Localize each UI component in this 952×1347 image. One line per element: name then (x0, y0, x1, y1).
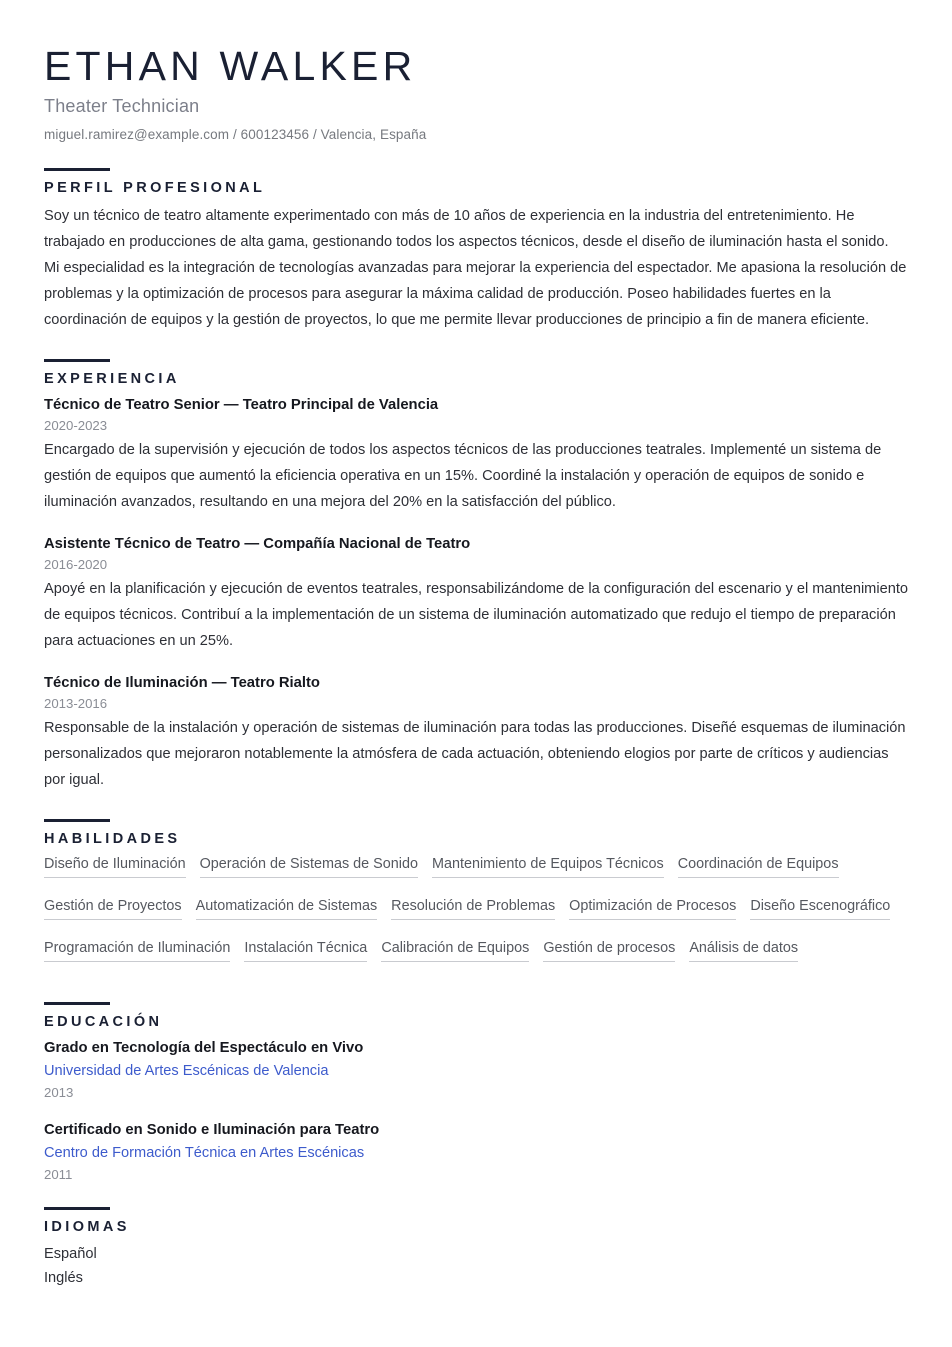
section-title-profile: PERFIL PROFESIONAL (44, 179, 266, 196)
education-year: 2013 (44, 1084, 74, 1100)
section-experience (44, 359, 908, 793)
section-title-experience: EXPERIENCIA (44, 370, 180, 387)
languages-list (44, 1242, 908, 1290)
section-title-skills: HABILIDADES (44, 830, 181, 847)
job-description: Responsable de la instalación y operación de sistemas de iluminación para todas las producciones. Diseñé esquemas de iluminación personalizados que mejoraron notablemente la atmósfera de cada actuación, obteniendo elogios por parte de críticos y audiencias por igual. (44, 719, 906, 788)
job-title: Técnico de Teatro Senior — Teatro Principal de Valencia (44, 396, 439, 413)
skill-item: Programación de Iluminación (44, 938, 230, 962)
language-item: Español (44, 1245, 97, 1262)
section-rule (44, 168, 110, 171)
skill-item: Optimización de Procesos (569, 896, 736, 920)
section-rule (44, 1002, 110, 1005)
job-title: Asistente Técnico de Teatro — Compañía Nacional de Teatro (44, 535, 471, 552)
skill-item: Instalación Técnica (244, 938, 367, 962)
skill-item: Análisis de datos (689, 938, 798, 962)
section-languages (44, 1207, 908, 1290)
education-item (44, 1119, 908, 1185)
job-description: Encargado de la supervisión y ejecución de todos los aspectos técnicos de las producciones teatrales. Implementé un sistema de gestión de equipos que aumentó la eficiencia operativa en un 15%. Coordiné la instalación y operación de equipos de sonido e iluminación avanzados, resultando en una mejora del 20% en la satisfacción del público. (44, 441, 882, 510)
skill-item: Operación de Sistemas de Sonido (200, 854, 418, 878)
skill-item: Calibración de Equipos (381, 938, 529, 962)
education-school-link[interactable]: Centro de Formación Técnica en Artes Escénicas (44, 1144, 365, 1161)
skill-item: Mantenimiento de Equipos Técnicos (432, 854, 664, 878)
section-title-languages: IDIOMAS (44, 1218, 130, 1235)
section-profile (44, 168, 908, 333)
job-date: 2016-2020 (44, 556, 108, 572)
education-school-link[interactable]: Universidad de Artes Escénicas de Valencia (44, 1062, 329, 1079)
candidate-job-title: Theater Technician (44, 95, 200, 116)
section-skills (44, 819, 908, 980)
education-item (44, 1037, 908, 1103)
skill-item: Gestión de Proyectos (44, 896, 182, 920)
experience-item (44, 394, 908, 515)
job-date: 2013-2016 (44, 695, 108, 711)
education-degree: Grado en Tecnología del Espectáculo en Vivo (44, 1039, 364, 1056)
resume-header (44, 44, 908, 142)
skill-item: Diseño de Iluminación (44, 854, 186, 878)
profile-text: Soy un técnico de teatro altamente experimentado con más de 10 años de experiencia en la industria del entretenimiento. He trabajado en producciones de alta gama, gestionando todos los aspectos técnicos, desde el diseño de iluminación hasta el sonido. Mi especialidad es la integración de tecnologías avanzadas para mejorar la experiencia del espectador. Me apasiona la resolución de problemas y la optimización de procesos para asegurar la máxima calidad de producción. Poseo habilidades fuertes en la coordinación de equipos y la gestión de proyectos, lo que me permite llevar producciones de principio a fin de manera eficiente. (44, 207, 907, 328)
experience-item (44, 672, 908, 793)
job-date: 2020-2023 (44, 417, 108, 433)
section-education (44, 1002, 908, 1185)
experience-item (44, 533, 908, 654)
section-rule (44, 819, 110, 822)
job-title: Técnico de Iluminación — Teatro Rialto (44, 674, 320, 691)
skill-item: Resolución de Problemas (391, 896, 555, 920)
skill-item: Gestión de procesos (543, 938, 675, 962)
section-title-education: EDUCACIÓN (44, 1013, 163, 1030)
section-rule (44, 1207, 110, 1210)
job-description: Apoyé en la planificación y ejecución de eventos teatrales, responsabilizándome de la configuración del escenario y el mantenimiento de equipos técnicos. Contribuí a la implementación de un sistema de iluminación automatizado que redujo el tiempo de preparación para actuaciones en un 25%. (44, 580, 908, 649)
education-year: 2011 (44, 1166, 73, 1182)
contact-line: miguel.ramirez@example.com / 600123456 / Valencia, España (44, 126, 427, 142)
skill-item: Coordinación de Equipos (678, 854, 839, 878)
education-degree: Certificado en Sonido e Iluminación para Teatro (44, 1121, 380, 1138)
skills-list (44, 854, 908, 980)
skill-item: Automatización de Sistemas (196, 896, 378, 920)
language-item: Inglés (44, 1269, 83, 1286)
skill-item: Diseño Escenográfico (750, 896, 890, 920)
section-rule (44, 359, 110, 362)
candidate-name: ETHAN WALKER (44, 43, 417, 89)
